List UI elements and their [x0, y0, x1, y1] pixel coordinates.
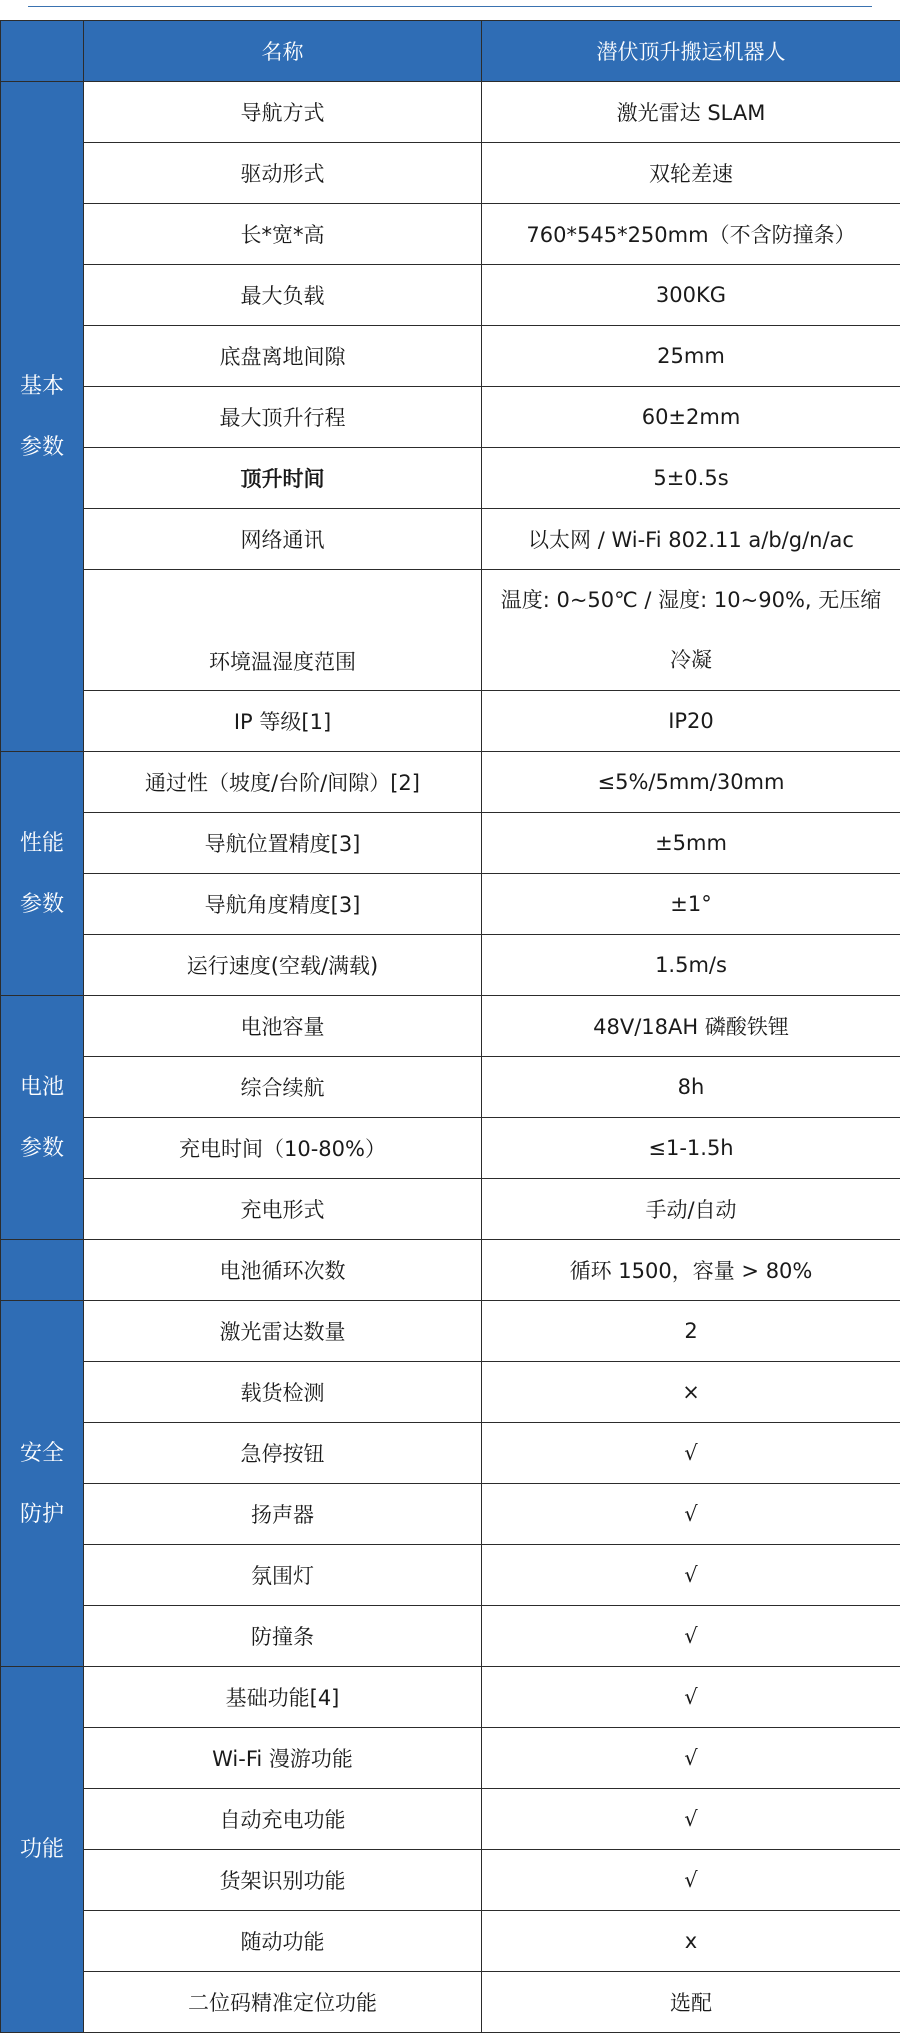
spec-value: √ [482, 1423, 900, 1484]
category-label: 性能 [11, 813, 73, 874]
category-function [1, 1667, 84, 2033]
spec-value: √ [482, 1606, 900, 1667]
table-row [1, 1728, 900, 1789]
table-row [1, 387, 900, 448]
spec-name: Wi-Fi 漫游功能 [84, 1728, 482, 1789]
spec-name: 二位码精准定位功能 [84, 1972, 482, 2033]
spec-name: 充电形式 [84, 1179, 482, 1240]
spec-name: 充电时间（10-80%） [84, 1118, 482, 1179]
spec-name: 电池循环次数 [84, 1240, 482, 1301]
table-row [1, 1423, 900, 1484]
table-row [1, 1240, 900, 1301]
spec-name: 顶升时间 [84, 448, 482, 509]
spec-name: 底盘离地间隙 [84, 326, 482, 387]
table-row [1, 874, 900, 935]
table-row [1, 326, 900, 387]
spec-name: 驱动形式 [84, 143, 482, 204]
category-safety [1, 1301, 84, 1667]
spec-name: 综合续航 [84, 1057, 482, 1118]
category-battery [1, 996, 84, 1240]
spec-name: 网络通讯 [84, 509, 482, 570]
spec-value: √ [482, 1545, 900, 1606]
spec-name: 基础功能[4] [84, 1667, 482, 1728]
spec-value: 以太网 / Wi-Fi 802.11 a/b/g/n/ac [482, 509, 900, 570]
spec-name: IP 等级[1] [84, 691, 482, 752]
table-row [1, 204, 900, 265]
spec-value: 760*545*250mm（不含防撞条） [482, 204, 900, 265]
spec-value: 激光雷达 SLAM [482, 82, 900, 143]
spec-value: 循环 1500，容量 > 80% [482, 1240, 900, 1301]
category-performance [1, 752, 84, 996]
header-row [1, 21, 900, 82]
spec-value: ≤5%/5mm/30mm [482, 752, 900, 813]
spec-name: 急停按钮 [84, 1423, 482, 1484]
spec-name: 最大顶升行程 [84, 387, 482, 448]
spec-name: 导航角度精度[3] [84, 874, 482, 935]
spec-value: 1.5m/s [482, 935, 900, 996]
spec-name: 环境温湿度范围 [84, 570, 482, 691]
spec-table [0, 20, 900, 2033]
spec-value: √ [482, 1789, 900, 1850]
table-row [1, 1667, 900, 1728]
table-row [1, 1545, 900, 1606]
spec-name: 载货检测 [84, 1362, 482, 1423]
table-row [1, 1118, 900, 1179]
category-label: 基本 [11, 356, 73, 417]
table-row [1, 1484, 900, 1545]
table-row [1, 1911, 900, 1972]
top-rule [28, 6, 872, 7]
table-row [1, 1179, 900, 1240]
table-row [1, 1789, 900, 1850]
spec-name: 防撞条 [84, 1606, 482, 1667]
spec-value: 25mm [482, 326, 900, 387]
spec-name: 导航位置精度[3] [84, 813, 482, 874]
spec-name: 随动功能 [84, 1911, 482, 1972]
spec-name: 导航方式 [84, 82, 482, 143]
table-row [1, 82, 900, 143]
spec-value: ≤1-1.5h [482, 1118, 900, 1179]
category-basic [1, 82, 84, 752]
spec-name: 氛围灯 [84, 1545, 482, 1606]
table-row [1, 691, 900, 752]
spec-value: 温度: 0~50℃ / 湿度: 10~90%, 无压缩冷凝 [482, 570, 900, 691]
table-row [1, 448, 900, 509]
spec-name: 货架识别功能 [84, 1850, 482, 1911]
table-row [1, 265, 900, 326]
category-label: 电池 [11, 1057, 73, 1118]
table-row [1, 1606, 900, 1667]
category-label: 安全 [11, 1423, 73, 1484]
category-label: 参数 [11, 1118, 73, 1179]
spec-value: 双轮差速 [482, 143, 900, 204]
table-row [1, 935, 900, 996]
spec-value: 48V/18AH 磷酸铁锂 [482, 996, 900, 1057]
category-blank [1, 1240, 84, 1301]
header-name: 名称 [84, 21, 482, 82]
spec-name: 扬声器 [84, 1484, 482, 1545]
spec-value: 选配 [482, 1972, 900, 2033]
spec-value: 8h [482, 1057, 900, 1118]
spec-value: 手动/自动 [482, 1179, 900, 1240]
category-label: 功能 [11, 1819, 73, 1880]
table-row [1, 1057, 900, 1118]
table-row [1, 570, 900, 691]
table-row [1, 752, 900, 813]
spec-name: 自动充电功能 [84, 1789, 482, 1850]
table-row [1, 509, 900, 570]
spec-value: 5±0.5s [482, 448, 900, 509]
table-row [1, 996, 900, 1057]
header-product: 潜伏顶升搬运机器人 [482, 21, 900, 82]
table-row [1, 1972, 900, 2033]
spec-value: 300KG [482, 265, 900, 326]
spec-value: √ [482, 1850, 900, 1911]
spec-name: 电池容量 [84, 996, 482, 1057]
header-blank-cell [1, 21, 84, 82]
category-label: 防护 [11, 1484, 73, 1545]
spec-name: 运行速度(空载/满载) [84, 935, 482, 996]
table-row [1, 143, 900, 204]
table-row [1, 1301, 900, 1362]
spec-value: × [482, 1362, 900, 1423]
spec-name: 长*宽*高 [84, 204, 482, 265]
spec-value: 60±2mm [482, 387, 900, 448]
spec-value: √ [482, 1667, 900, 1728]
spec-name: 通过性（坡度/台阶/间隙）[2] [84, 752, 482, 813]
spec-name: 激光雷达数量 [84, 1301, 482, 1362]
spec-name: 最大负载 [84, 265, 482, 326]
spec-value: IP20 [482, 691, 900, 752]
category-label: 参数 [11, 874, 73, 935]
spec-value: √ [482, 1728, 900, 1789]
spec-value: x [482, 1911, 900, 1972]
spec-value: ±5mm [482, 813, 900, 874]
category-label: 参数 [11, 417, 73, 478]
spec-value: 2 [482, 1301, 900, 1362]
table-row [1, 1362, 900, 1423]
spec-value: ±1° [482, 874, 900, 935]
table-row [1, 1850, 900, 1911]
table-row [1, 813, 900, 874]
spec-value: √ [482, 1484, 900, 1545]
